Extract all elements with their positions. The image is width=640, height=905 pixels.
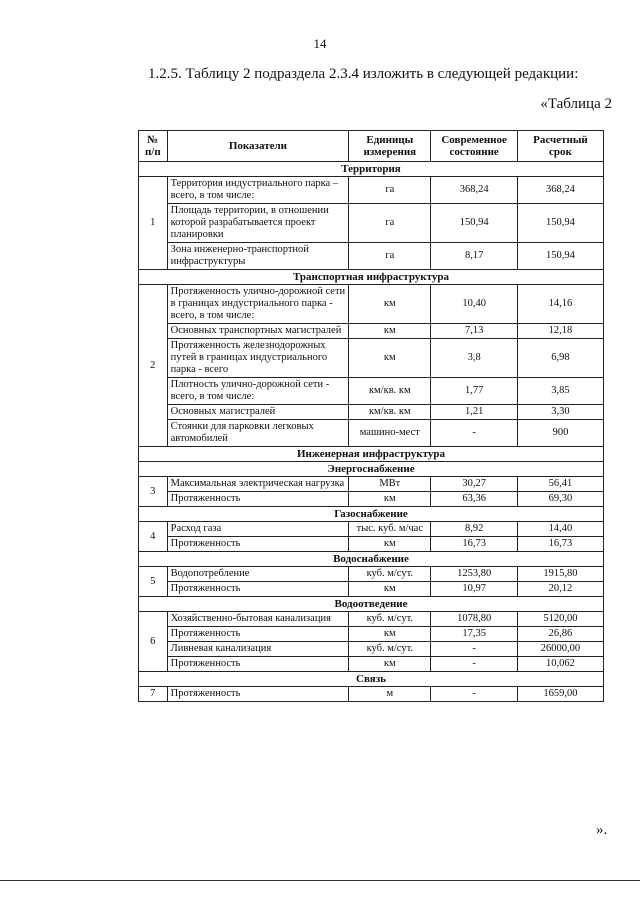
indicator-cell: Протяженность <box>167 582 349 597</box>
table-row <box>139 177 604 204</box>
col-header-indicator: Показатели <box>167 131 349 162</box>
indicator-cell: Протяженность <box>167 537 349 552</box>
unit-cell: га <box>349 177 431 204</box>
estimate-cell: 10,062 <box>517 657 603 672</box>
section-engineering: Инженерная инфраструктура <box>139 447 604 462</box>
section-row <box>139 270 604 285</box>
unit-cell: га <box>349 204 431 243</box>
table-row <box>139 378 604 405</box>
estimate-cell: 5120,00 <box>517 612 603 627</box>
table-row <box>139 537 604 552</box>
current-cell: - <box>431 420 517 447</box>
unit-cell: км <box>349 339 431 378</box>
section-communication: Связь <box>139 672 604 687</box>
amendment-heading: 1.2.5. Таблицу 2 подраздела 2.3.4 изложить в следующей редакции: <box>148 66 579 82</box>
row-number: 6 <box>139 612 168 672</box>
current-cell: 17,35 <box>431 627 517 642</box>
table-row <box>139 642 604 657</box>
current-cell: 16,73 <box>431 537 517 552</box>
indicator-cell: Расход газа <box>167 522 349 537</box>
table-row <box>139 687 604 702</box>
section-row <box>139 162 604 177</box>
indicator-cell: Стоянки для парковки легковых автомобилей <box>167 420 349 447</box>
estimate-cell: 12,18 <box>517 324 603 339</box>
unit-cell: машино-мест <box>349 420 431 447</box>
unit-cell: км/кв. км <box>349 405 431 420</box>
indicator-cell: Основных транспортных магистралей <box>167 324 349 339</box>
page-bottom-divider <box>0 880 640 881</box>
estimate-cell: 26000,00 <box>517 642 603 657</box>
estimate-cell: 26,86 <box>517 627 603 642</box>
table-row <box>139 339 604 378</box>
current-cell: 1,21 <box>431 405 517 420</box>
section-transport: Транспортная инфраструктура <box>139 270 604 285</box>
table-row <box>139 243 604 270</box>
section-row <box>139 597 604 612</box>
current-cell: 8,17 <box>431 243 517 270</box>
estimate-cell: 56,41 <box>517 477 603 492</box>
row-number: 3 <box>139 477 168 507</box>
table-row <box>139 522 604 537</box>
indicator-cell: Основных магистралей <box>167 405 349 420</box>
section-row <box>139 447 604 462</box>
section-power: Энергоснабжение <box>139 462 604 477</box>
indicator-cell: Максимальная электрическая нагрузка <box>167 477 349 492</box>
row-number: 7 <box>139 687 168 702</box>
estimate-cell: 20,12 <box>517 582 603 597</box>
col-header-current: Современное состояние <box>431 131 517 162</box>
section-row <box>139 507 604 522</box>
col-header-unit: Единицы измерения <box>349 131 431 162</box>
estimate-cell: 150,94 <box>517 204 603 243</box>
current-cell: - <box>431 657 517 672</box>
indicator-cell: Протяженность <box>167 627 349 642</box>
section-water: Водоснабжение <box>139 552 604 567</box>
row-number: 1 <box>139 177 168 270</box>
indicator-cell: Хозяйственно-бытовая канализация <box>167 612 349 627</box>
section-row <box>139 552 604 567</box>
section-gas: Газоснабжение <box>139 507 604 522</box>
section-row <box>139 462 604 477</box>
unit-cell: км/кв. км <box>349 378 431 405</box>
indicator-cell: Протяженность улично-дорожной сети в границах индустриального парка - всего, в том числе: <box>167 285 349 324</box>
unit-cell: га <box>349 243 431 270</box>
unit-cell: км <box>349 627 431 642</box>
unit-cell: км <box>349 492 431 507</box>
current-cell: - <box>431 642 517 657</box>
indicator-cell: Территория индустриального парка – всего, в том числе: <box>167 177 349 204</box>
indicators-table <box>138 130 604 702</box>
table-row <box>139 582 604 597</box>
table-row <box>139 657 604 672</box>
indicator-cell: Ливневая канализация <box>167 642 349 657</box>
table-row <box>139 492 604 507</box>
table-caption: «Таблица 2 <box>540 96 612 112</box>
estimate-cell: 69,30 <box>517 492 603 507</box>
estimate-cell: 368,24 <box>517 177 603 204</box>
current-cell: 1253,80 <box>431 567 517 582</box>
estimate-cell: 14,16 <box>517 285 603 324</box>
indicator-cell: Протяженность <box>167 657 349 672</box>
estimate-cell: 1659,00 <box>517 687 603 702</box>
unit-cell: куб. м/сут. <box>349 612 431 627</box>
unit-cell: МВт <box>349 477 431 492</box>
table-row <box>139 567 604 582</box>
current-cell: 63,36 <box>431 492 517 507</box>
current-cell: 1078,80 <box>431 612 517 627</box>
current-cell: 10,97 <box>431 582 517 597</box>
unit-cell: км <box>349 657 431 672</box>
current-cell: 7,13 <box>431 324 517 339</box>
current-cell: 10,40 <box>431 285 517 324</box>
indicator-cell: Водопотребление <box>167 567 349 582</box>
unit-cell: км <box>349 285 431 324</box>
row-number: 4 <box>139 522 168 552</box>
current-cell: 8,92 <box>431 522 517 537</box>
indicator-cell: Плотность улично-дорожной сети - всего, в том числе: <box>167 378 349 405</box>
current-cell: 3,8 <box>431 339 517 378</box>
unit-cell: м <box>349 687 431 702</box>
unit-cell: тыс. куб. м/час <box>349 522 431 537</box>
table-row <box>139 627 604 642</box>
indicator-cell: Протяженность <box>167 687 349 702</box>
current-cell: 150,94 <box>431 204 517 243</box>
indicator-cell: Протяженность железнодорожных путей в границах индустриального парка - всего <box>167 339 349 378</box>
estimate-cell: 150,94 <box>517 243 603 270</box>
indicator-cell: Площадь территории, в отношении которой разрабатывается проект планировки <box>167 204 349 243</box>
estimate-cell: 16,73 <box>517 537 603 552</box>
section-row <box>139 672 604 687</box>
section-territory: Территория <box>139 162 604 177</box>
table-row <box>139 420 604 447</box>
row-number: 5 <box>139 567 168 597</box>
estimate-cell: 3,30 <box>517 405 603 420</box>
col-header-estimate: Расчетный срок <box>517 131 603 162</box>
current-cell: - <box>431 687 517 702</box>
estimate-cell: 6,98 <box>517 339 603 378</box>
estimate-cell: 14,40 <box>517 522 603 537</box>
table-row <box>139 204 604 243</box>
estimate-cell: 1915,80 <box>517 567 603 582</box>
unit-cell: км <box>349 582 431 597</box>
unit-cell: км <box>349 537 431 552</box>
table-header-row <box>139 131 604 162</box>
unit-cell: куб. м/сут. <box>349 567 431 582</box>
unit-cell: куб. м/сут. <box>349 642 431 657</box>
table-row <box>139 405 604 420</box>
estimate-cell: 3,85 <box>517 378 603 405</box>
page-number: 14 <box>313 36 327 51</box>
indicator-cell: Зона инженерно-транспортной инфраструктуры <box>167 243 349 270</box>
table-row <box>139 477 604 492</box>
current-cell: 1,77 <box>431 378 517 405</box>
estimate-cell: 900 <box>517 420 603 447</box>
col-header-num: № п/п <box>139 131 168 162</box>
row-number: 2 <box>139 285 168 447</box>
section-sewerage: Водоотведение <box>139 597 604 612</box>
table-row <box>139 285 604 324</box>
closing-quote: ». <box>596 822 608 838</box>
table-row <box>139 612 604 627</box>
current-cell: 368,24 <box>431 177 517 204</box>
current-cell: 30,27 <box>431 477 517 492</box>
indicator-cell: Протяженность <box>167 492 349 507</box>
unit-cell: км <box>349 324 431 339</box>
table-row <box>139 324 604 339</box>
